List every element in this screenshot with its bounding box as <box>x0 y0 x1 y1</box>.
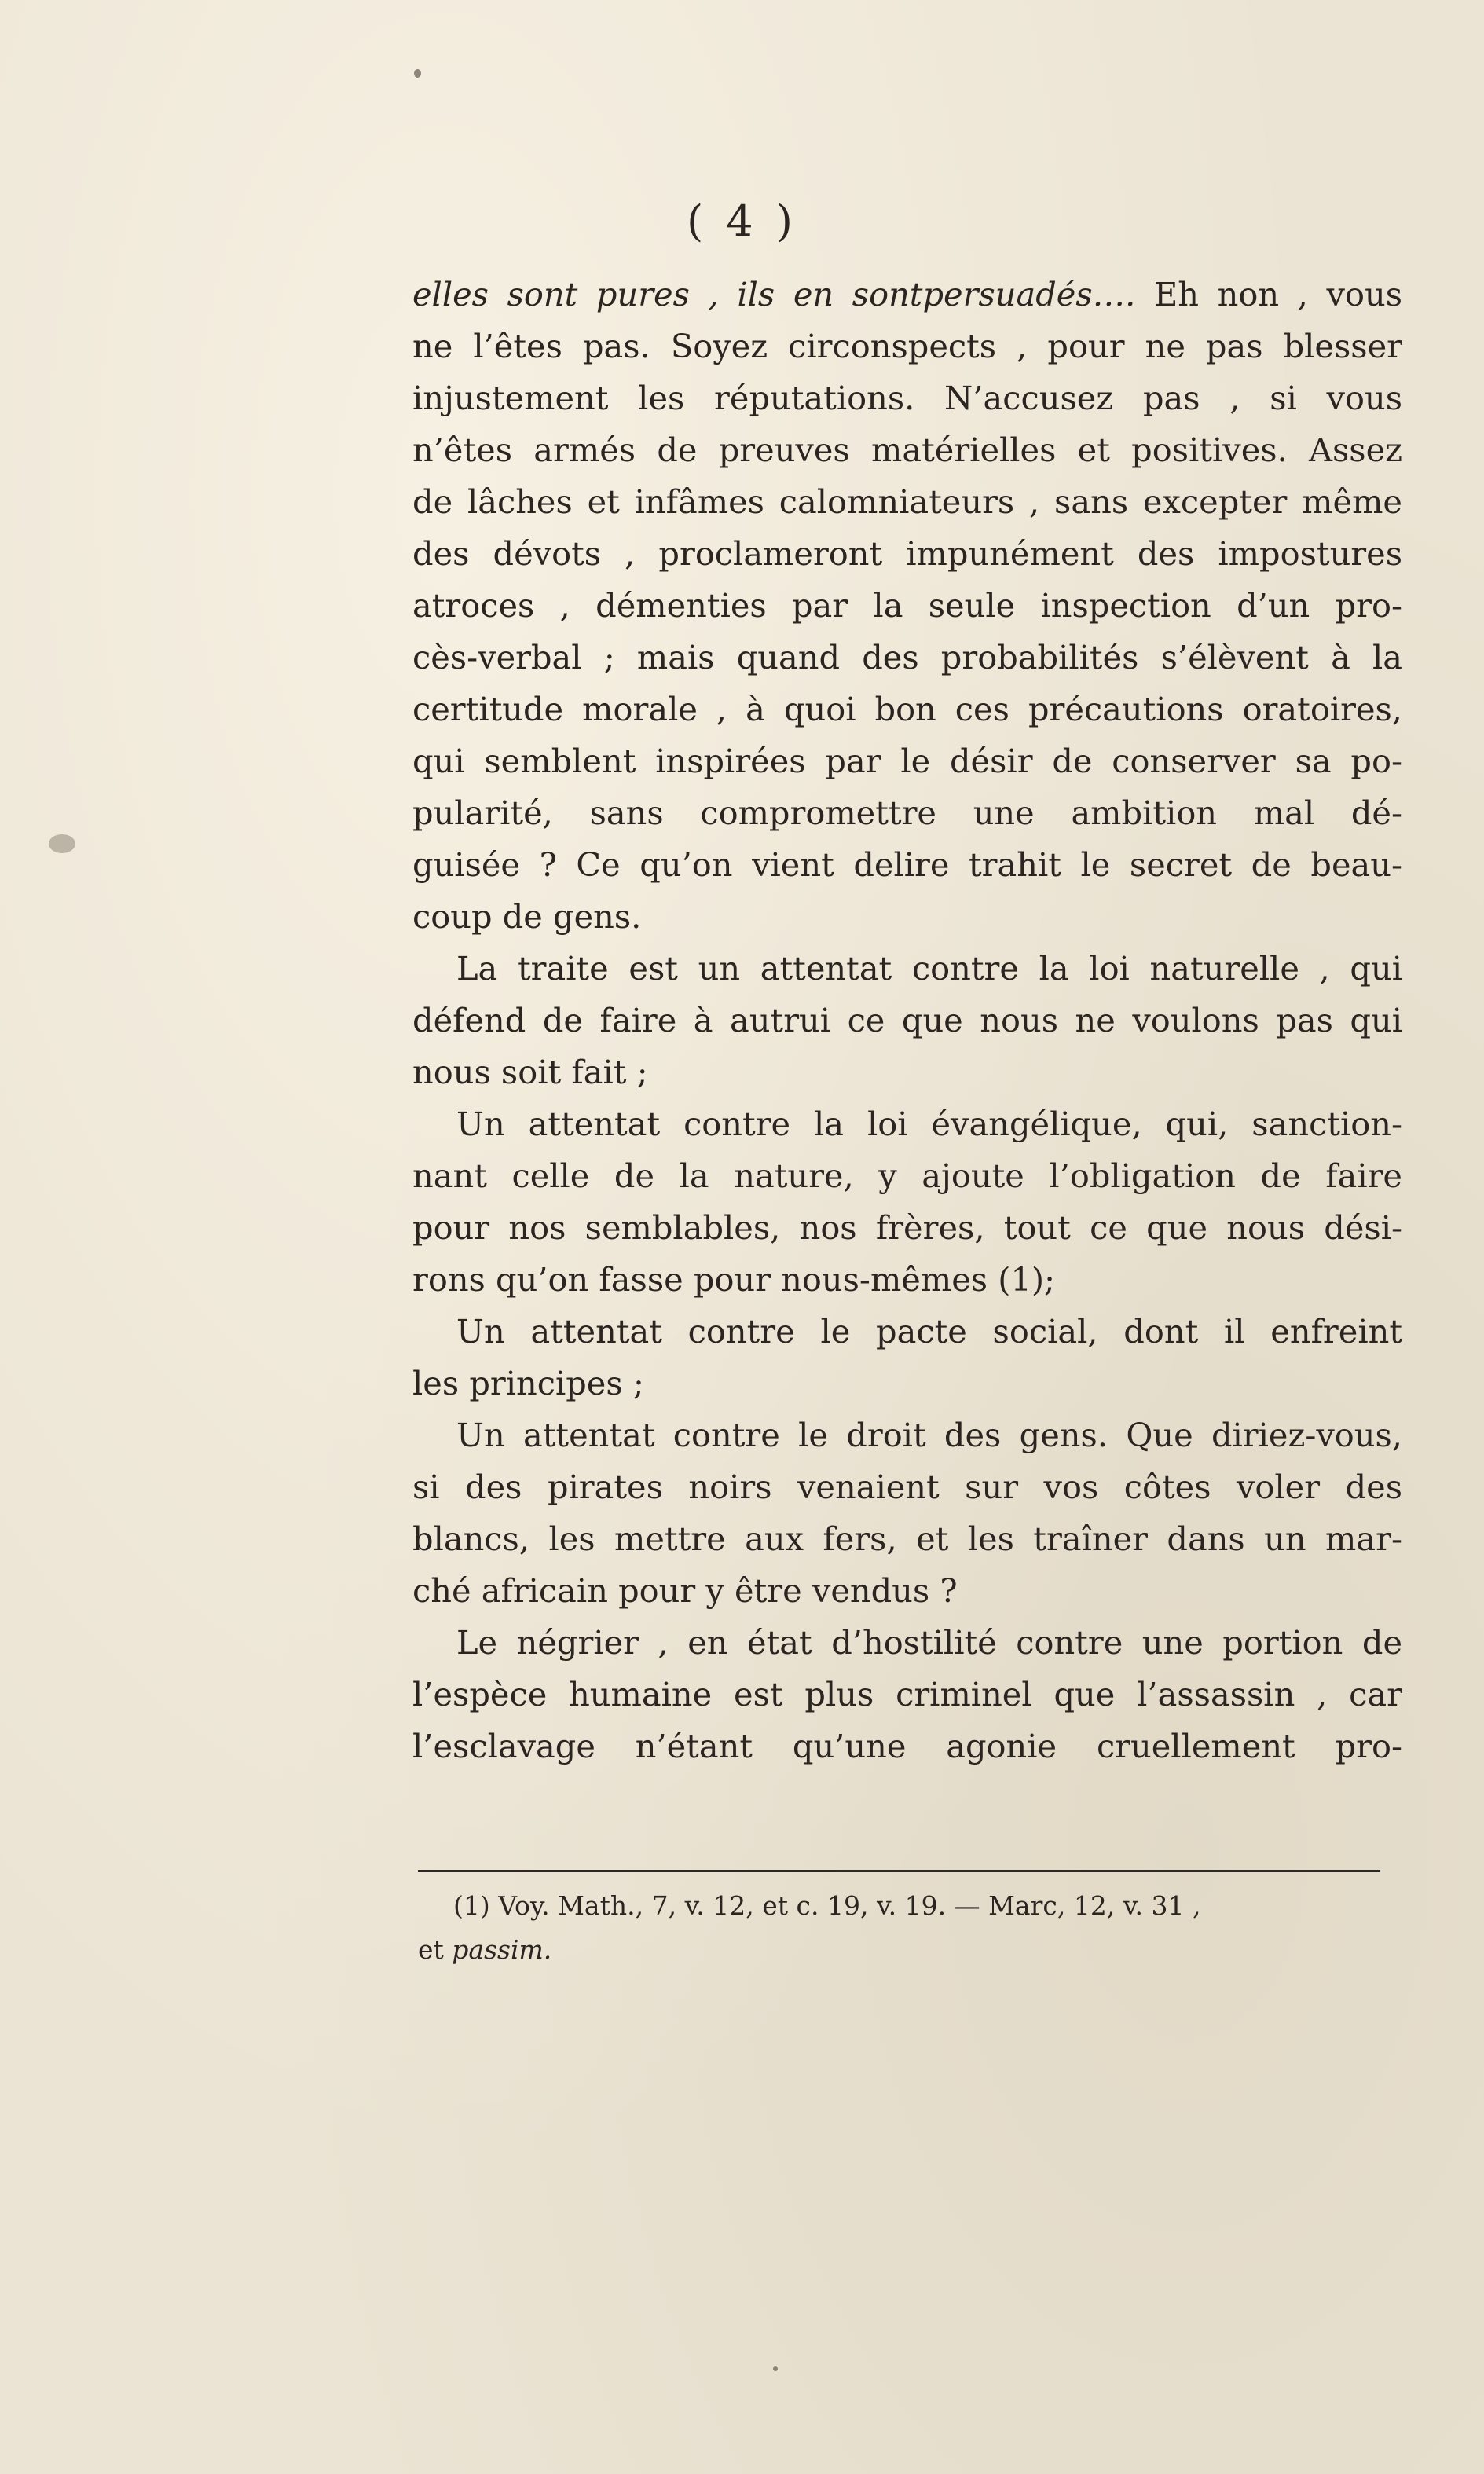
footnote-text: et <box>418 1934 453 1965</box>
footnote <box>418 1884 1380 1972</box>
roman-text: Eh non , vous <box>1135 275 1402 313</box>
text-line: nant celle de la nature, y ajoute l’obligation de faire <box>412 1156 1402 1195</box>
text-line: La traite est un attentat contre la loi naturelle , qui <box>456 949 1402 988</box>
page-number: ( 4 ) <box>687 196 797 246</box>
ink-speck <box>773 2366 778 2371</box>
footnote-line <box>418 1928 1380 1972</box>
text-line: les principes ; <box>412 1364 644 1402</box>
text-line: n’êtes armés de preuves matérielles et positives. Assez <box>412 431 1402 469</box>
ink-speck <box>49 834 75 853</box>
text-line: de lâches et infâmes calomniateurs , sans excepter même <box>412 482 1402 521</box>
italic-text: elles sont pures , ils en sontpersuadés…. <box>412 275 1136 313</box>
text-line: défend de faire à autrui ce que nous ne voulons pas qui <box>412 1001 1402 1039</box>
footnote-italic-text: passim. <box>452 1934 552 1965</box>
text-line: Un attentat contre la loi évangélique, qui, sanction- <box>456 1105 1402 1143</box>
body-text <box>412 269 1402 1772</box>
text-line: guisée ? Ce qu’on vient delire trahit le secret de beau- <box>412 845 1402 884</box>
text-line: atroces , démenties par la seule inspection d’un pro- <box>412 586 1402 625</box>
text-line: l’esclavage n’étant qu’une agonie cruellement pro- <box>412 1727 1402 1765</box>
text-line: des dévots , proclameront impunément des impostures <box>412 534 1402 573</box>
text-line: l’espèce humaine est plus criminel que l’assassin , car <box>412 1675 1402 1713</box>
footnote-line: (1) Voy. Math., 7, v. 12, et c. 19, v. 19. — Marc, 12, v. 31 , <box>453 1890 1201 1921</box>
text-line: si des pirates noirs venaient sur vos côtes voler des <box>412 1468 1402 1506</box>
text-line: ne l’êtes pas. Soyez circonspects , pour ne pas blesser <box>412 327 1402 365</box>
text-line <box>412 269 1402 321</box>
text-line: qui semblent inspirées par le désir de conserver sa po- <box>412 742 1402 780</box>
text-line: pularité, sans compromettre une ambition mal dé- <box>412 794 1402 832</box>
ink-speck <box>414 69 421 78</box>
text-line: Un attentat contre le pacte social, dont il enfreint <box>456 1312 1402 1351</box>
text-line: ché africain pour y être vendus ? <box>412 1571 958 1610</box>
footnote-rule <box>418 1870 1380 1872</box>
text-line: certitude morale , à quoi bon ces précautions oratoires, <box>412 690 1402 728</box>
text-line: Le négrier , en état d’hostilité contre une portion de <box>456 1623 1402 1662</box>
text-line: injustement les réputations. N’accusez pas , si vous <box>412 379 1402 417</box>
text-line: nous soit fait ; <box>412 1053 648 1091</box>
text-line: Un attentat contre le droit des gens. Que diriez-vous, <box>456 1416 1402 1454</box>
text-line: rons qu’on fasse pour nous-mêmes (1); <box>412 1260 1056 1299</box>
text-line: blancs, les mettre aux fers, et les traîner dans un mar- <box>412 1519 1402 1558</box>
text-line: coup de gens. <box>412 897 642 936</box>
text-line: pour nos semblables, nos frères, tout ce que nous dési- <box>412 1208 1402 1247</box>
text-line: cès-verbal ; mais quand des probabilités s’élèvent à la <box>412 638 1402 676</box>
